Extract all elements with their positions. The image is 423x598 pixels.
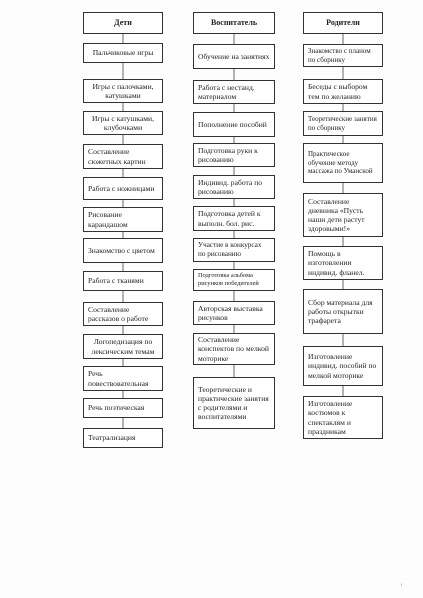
teacher-item-8: Подготовка альбома рисунков победителей [193,269,275,291]
column-header-teacher: Воспитатель [193,12,275,34]
parents-item-7: Сбор материала для работы открытки трафарета [303,289,383,334]
children-item-2: Игры с палочками, катушками [83,79,163,103]
children-item-3: Игры с катушками, клубочками [83,111,163,135]
teacher-item-7: Участие в конкурсах по рисованию [193,238,275,262]
teacher-item-2: Работа с нестанд. материалом [193,80,275,104]
children-item-10: Логопедизация по лексическим темам [83,334,163,359]
parents-item-8: Изготовление индивид. пособий по мелкой моторике [303,346,383,386]
parents-item-1: Знакомство с планом по сборнику [303,44,383,67]
teacher-item-11: Теоретические и практические занятия с родителями и воспитателями [193,377,275,429]
teacher-item-3: Пополнение пособий [193,112,275,137]
children-item-6: Рисование карандашом [83,207,163,232]
teacher-item-10: Составление конспектов по мелкой моторике [193,333,275,365]
children-item-12: Речь поэтическая [83,398,163,418]
column-header-parents: Родители [303,12,383,34]
column-header-children: Дети [83,12,163,34]
teacher-item-4: Подготовка руки к рисованию [193,143,275,167]
teacher-item-5: Индивид. работа по рисованию [193,175,275,199]
parents-item-9: Изготовление костюмов к спектаклям и праздникам [303,396,383,439]
children-item-8: Работа с тканями [83,271,163,291]
parents-item-2: Беседы с выбором тем по желанию [303,79,383,104]
children-item-4: Составление сюжетных картин [83,144,163,169]
children-item-13: Театрализация [83,428,163,448]
children-item-1: Пальчиковые игры [83,43,163,63]
scan-speck: ı [401,583,403,588]
teacher-item-6: Подготовка детей к выполн. бол. рис. [193,206,275,231]
teacher-item-9: Авторская выставка рисунков [193,301,275,325]
children-item-9: Составление рассказов о работе [83,302,163,326]
children-item-11: Речь повествовательная [83,366,163,391]
parents-item-6: Помощь в изготовлении индивид. фланел. [303,246,383,280]
parents-item-5: Составление дневника «Пусть наши дети растут здоровыми!» [303,193,383,237]
parents-item-4: Практическое обучение методу массажа по Уманской [303,143,383,183]
teacher-item-1: Обучение на занятиях [193,44,275,69]
children-item-7: Знакомство с цветом [83,238,163,263]
children-item-5: Работа с ножницами [83,177,163,200]
parents-item-3: Теоретические занятия по сборнику [303,111,383,136]
